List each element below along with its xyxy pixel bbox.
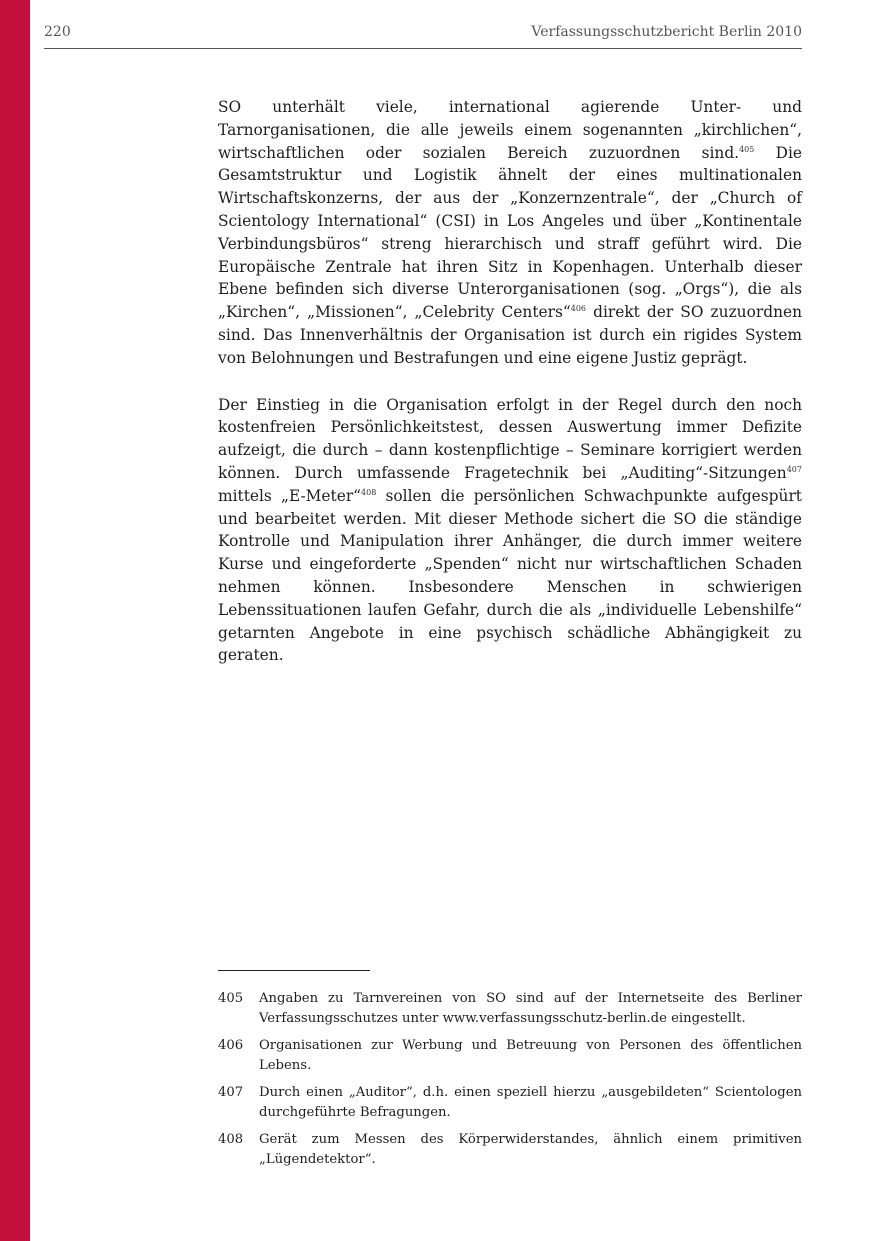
footnote-number: 407 [218, 1085, 244, 1100]
footnote-text: Organisationen zur Werbung und Betreuung von Personen des öffentlichen Lebens. [259, 1038, 802, 1073]
footnote-text: Angaben zu Tarnvereinen von SO sind auf der Internetseite des Berliner Verfassungsschutzes unter www.verfassungsschutz-berlin.de eingestellt. [259, 991, 802, 1026]
footnote-number: 405 [218, 991, 244, 1006]
paragraph-text: mittels „E-Meter“ [218, 486, 362, 505]
paragraph-1 [218, 96, 802, 370]
footnote-text: Durch einen „Auditor“, d.h. einen speziell hierzu „ausgebildeten“ Scientologen durchgeführte Befragungen. [259, 1085, 802, 1120]
footnote-divider [218, 970, 370, 971]
paragraph-text: direkt der SO zuzuordnen sind. Das Innenverhältnis der Organisation ist durch ein rigides System von Belohnungen und Bestrafungen und eine eigene Justiz geprägt. [218, 303, 802, 367]
footnote-ref-408[interactable]: 408 [361, 487, 377, 497]
footnote-406 [218, 1036, 802, 1076]
footnote-ref-407[interactable]: 407 [786, 464, 802, 474]
footnote-408 [218, 1130, 802, 1170]
footnote-ref-406[interactable]: 406 [570, 304, 587, 314]
footnote-ref-405[interactable]: 405 [739, 144, 755, 154]
paragraph-text: sollen die persönlichen Schwachpunkte aufgespürt und bearbeitet werden. Mit dieser Methode sichert die SO die ständige Kontrolle und Manipulation ihrer Anhänger, die durch immer weitere Kurse und eingeforderte „Spenden“ nicht nur wirtschaftlichen Schaden nehmen können. Insbesondere Menschen in schwierigen Lebenssituationen laufen Gefahr, durch die als „individuelle Lebenshilfe“ getarnten Angebote in eine psychisch schädliche Abhängigkeit zu geraten. [218, 486, 802, 665]
page-header [44, 22, 802, 49]
footnote-number: 406 [218, 1038, 244, 1053]
red-side-bar [0, 0, 30, 1241]
footnote-407 [218, 1083, 802, 1123]
footnote-text: Gerät zum Messen des Körperwiderstandes, ähnlich einem primitiven „Lügendetektor“. [259, 1132, 802, 1167]
page-number: 220 [44, 24, 71, 40]
running-title: Verfassungsschutzbericht Berlin 2010 [531, 24, 802, 40]
footnote-number: 408 [218, 1132, 244, 1147]
footnotes [218, 989, 802, 1177]
main-text [218, 96, 802, 667]
paragraph-text: SO unterhält viele, international agierende Unter- und Tarnorganisationen, die alle jeweils einem sogenannten „kirchlichen“, wirtschaftlichen oder sozialen Bereich zuzuordnen sind. [218, 98, 802, 162]
footnote-405 [218, 989, 802, 1029]
paragraph-text: Der Einstieg in die Organisation erfolgt in der Regel durch den noch kostenfreien Persönlichkeitstest, dessen Auswertung immer Defizite aufzeigt, die durch – dann kostenpflichtige – Seminare korrigiert werden können. Durch umfassende Fragetechnik bei „Auditing“-Sitzungen [218, 395, 802, 482]
paragraph-text: Die Gesamtstruktur und Logistik ähnelt der eines multinationalen Wirtschaftskonzerns, der aus der „Konzernzentrale“, der „Church of Scientology International“ (CSI) in Los Angeles und über „Kontinentale Verbindungsbüros“ streng hierarchisch und straff geführt wird. Die Europäische Zentrale hat ihren Sitz in Kopenhagen. Unterhalb dieser Ebene befinden sich diverse Unterorganisationen (sog. „Orgs“), die als „Kirchen“, „Missionen“, „Celebrity Centers“ [218, 143, 802, 322]
paragraph-2 [218, 394, 802, 668]
